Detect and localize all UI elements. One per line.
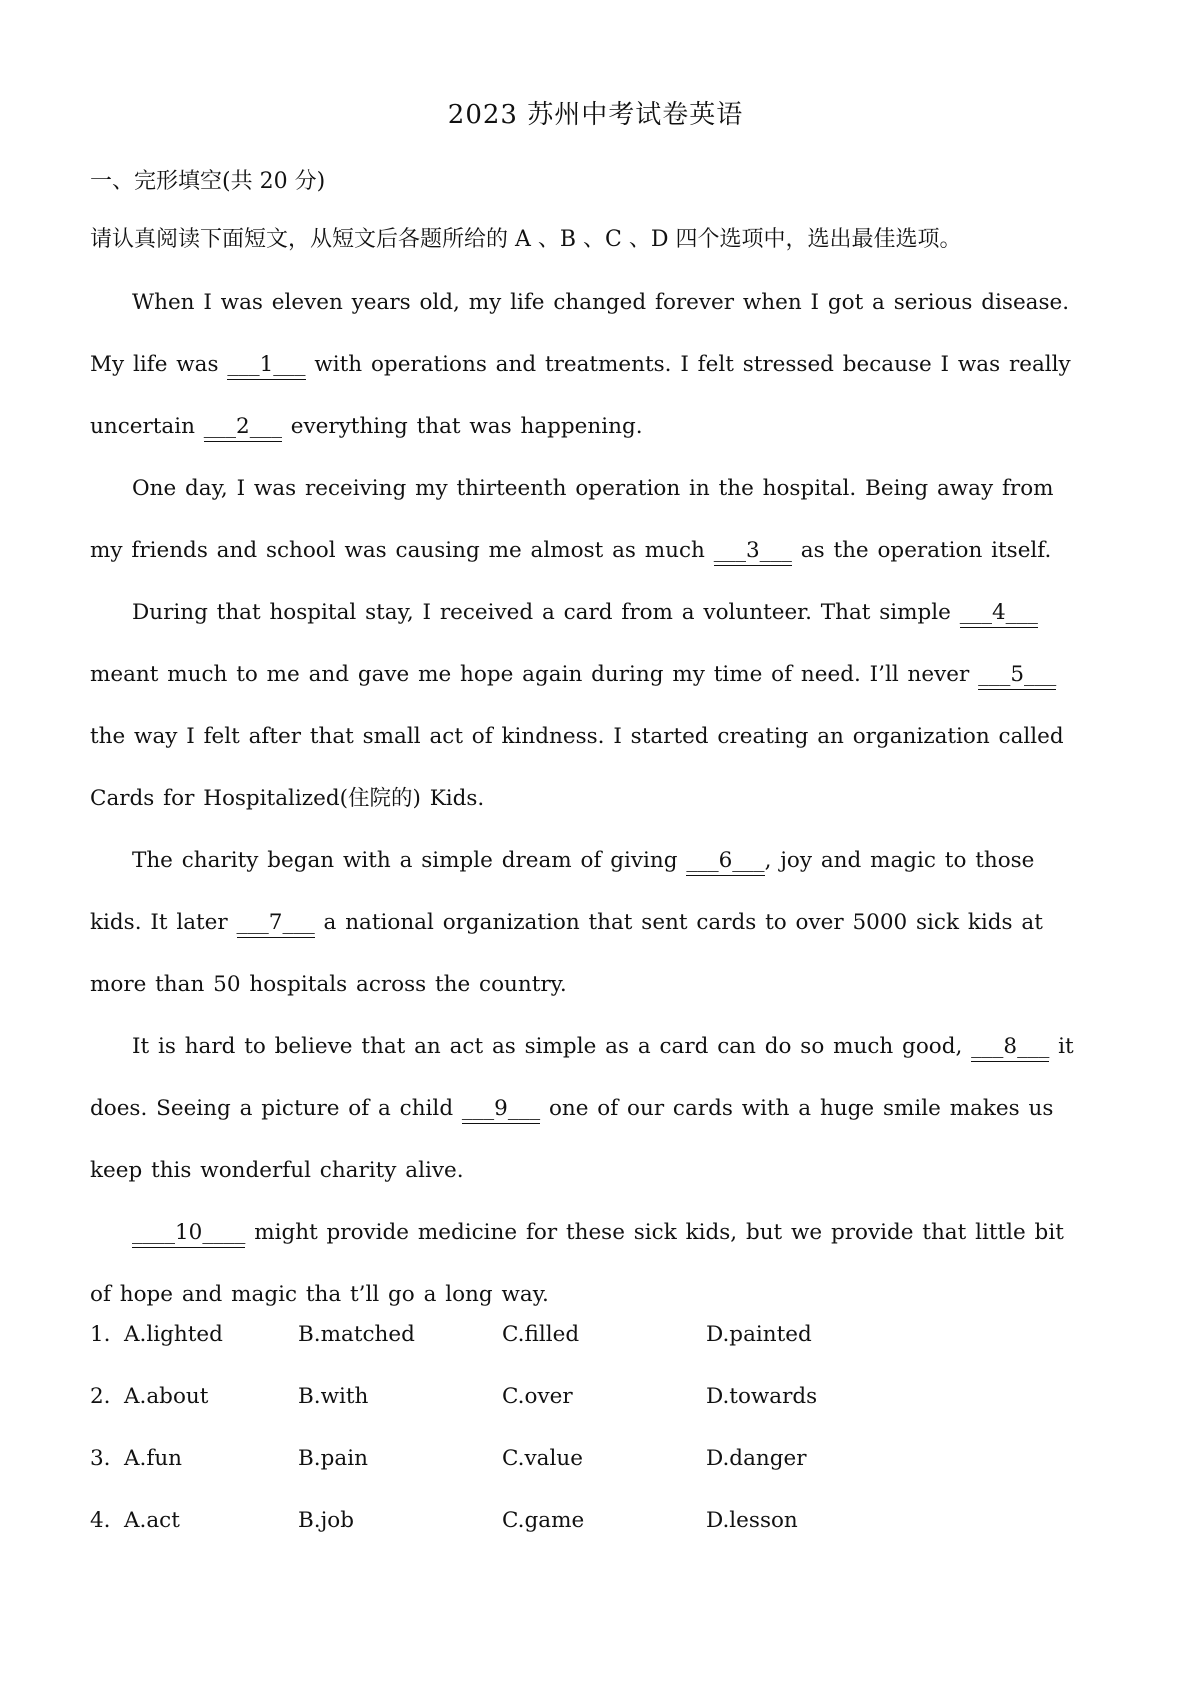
passage-line: my friends and school was causing me almost as much ___3___ as the operation itself.: [90, 520, 1170, 582]
blank-10: ____10____: [132, 1219, 245, 1248]
option-c: C.over: [502, 1384, 573, 1409]
blank-4: ___4___: [960, 599, 1038, 628]
passage-line: When I was eleven years old, my life changed forever when I got a serious disease.: [132, 290, 1070, 315]
cloze-passage: [90, 272, 1170, 1326]
page-title: 2023 苏州中考试卷英语: [447, 100, 744, 130]
passage-line: My life was ___1___ with operations and treatments. I felt stressed because I was really: [90, 334, 1170, 396]
question-number: 1.: [90, 1322, 111, 1347]
blank-6: ___6___: [686, 847, 764, 876]
passage-line: of hope and magic tha t’ll go a long way.: [90, 1282, 549, 1307]
option-d: D.painted: [706, 1322, 812, 1347]
passage-line: It is hard to believe that an act as simple as a card can do so much good, ___8___ it: [90, 1016, 1170, 1078]
section-instruction: 请认真阅读下面短文，从短文后各题所给的 A 、B 、C 、D 四个选项中，选出最佳选项。: [90, 227, 962, 252]
option-b: B.matched: [298, 1322, 415, 1347]
passage-line: The charity began with a simple dream of giving ___6___, joy and magic to those: [90, 830, 1170, 892]
option-b: B.with: [298, 1384, 369, 1409]
option-a: A.fun: [124, 1446, 183, 1471]
option-b: B.job: [298, 1508, 355, 1533]
passage-line: ____10____ might provide medicine for these sick kids, but we provide that little bit: [90, 1202, 1170, 1264]
question-number: 2.: [90, 1384, 111, 1409]
passage-line: Cards for Hospitalized(住院的) Kids.: [90, 786, 485, 811]
passage-line: uncertain ___2___ everything that was happening.: [90, 396, 1170, 458]
option-a: A.lighted: [124, 1322, 223, 1347]
question-number: 4.: [90, 1508, 111, 1533]
section-heading: 一、完形填空(共 20 分): [90, 169, 326, 194]
passage-line: One day, I was receiving my thirteenth operation in the hospital. Being away from: [132, 476, 1054, 501]
option-b: B.pain: [298, 1446, 368, 1471]
blank-1: ___1___: [227, 351, 305, 380]
passage-line: more than 50 hospitals across the country.: [90, 972, 567, 997]
option-c: C.game: [502, 1508, 585, 1533]
question-number: 3.: [90, 1446, 111, 1471]
passage-line: kids. It later ___7___ a national organization that sent cards to over 5000 sick kids at: [90, 892, 1170, 954]
option-c: C.value: [502, 1446, 583, 1471]
option-d: D.lesson: [706, 1508, 798, 1533]
passage-line: does. Seeing a picture of a child ___9___ one of our cards with a huge smile makes us: [90, 1078, 1170, 1140]
blank-7: ___7___: [237, 909, 315, 938]
blank-8: ___8___: [971, 1033, 1049, 1062]
blank-9: ___9___: [462, 1095, 540, 1124]
passage-line: meant much to me and gave me hope again during my time of need. I’ll never ___5___: [90, 644, 1170, 706]
option-d: D.towards: [706, 1384, 818, 1409]
blank-3: ___3___: [714, 537, 792, 566]
blank-5: ___5___: [978, 661, 1056, 690]
passage-line: keep this wonderful charity alive.: [90, 1158, 464, 1183]
passage-line: the way I felt after that small act of kindness. I started creating an organization called: [90, 724, 1064, 749]
option-c: C.filled: [502, 1322, 580, 1347]
blank-2: ___2___: [204, 413, 282, 442]
passage-line: During that hospital stay, I received a card from a volunteer. That simple ___4___: [90, 582, 1170, 644]
option-a: A.about: [124, 1384, 209, 1409]
option-a: A.act: [124, 1508, 180, 1533]
option-d: D.danger: [706, 1446, 807, 1471]
